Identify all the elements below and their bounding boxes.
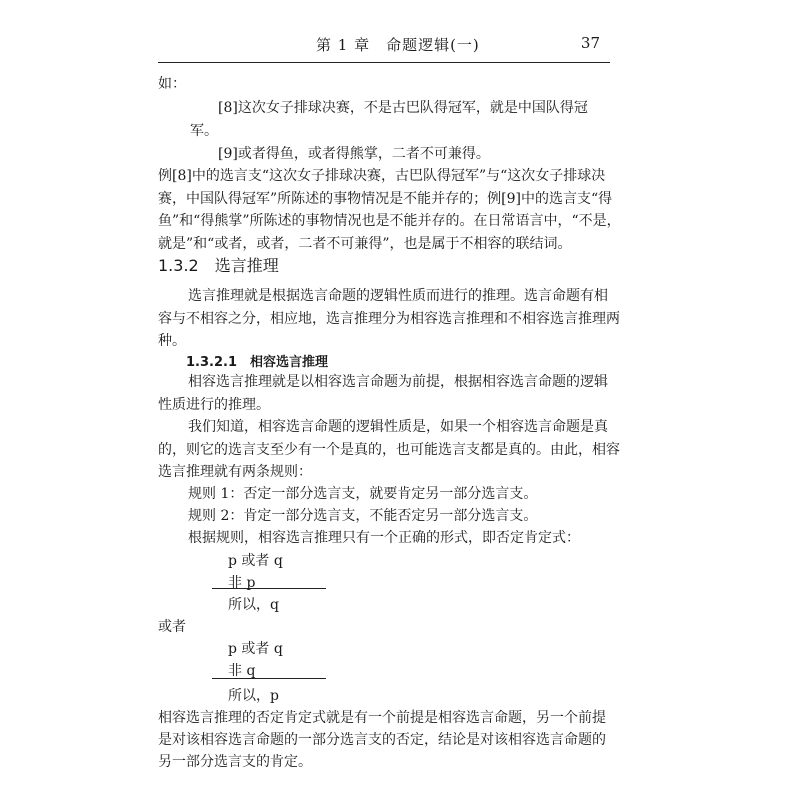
section-heading: 1.3.2 选言推理 [158, 256, 279, 275]
form-1-premise-1: p 或者 q [228, 553, 283, 569]
paragraph-1-line-1: 例[8]中的选言支“这次女子排球决赛，古巴队得冠军”与“这次女子排球决 [158, 168, 606, 184]
paragraph-4-line-1: 我们知道，相容选言命题的逻辑性质是，如果一个相容选言命题是真 [188, 419, 608, 435]
rule-2: 规则 2：肯定一部分选言支，不能否定另一部分选言支。 [188, 508, 538, 524]
page-number: 37 [580, 34, 600, 52]
paragraph-1-line-3: 鱼”和“得熊掌”所陈述的事物情况也是不能并存的。在日常语言中，“不是， [158, 213, 621, 229]
paragraph-2-line-2: 容与不相容之分，相应地，选言推理分为相容选言推理和不相容选言推理两 [158, 311, 620, 327]
form-1-conclusion: 所以，q [228, 597, 279, 613]
or-connective: 或者 [158, 619, 186, 635]
paragraph-6-line-2: 是对该相容选言命题的一部分选言支的否定，结论是对该相容选言命题的 [158, 732, 606, 748]
form-1-premise-2: 非 p [228, 575, 256, 591]
subsection-heading: 1.3.2.1 相容选言推理 [186, 355, 328, 370]
form-2-premise-2: 非 q [228, 663, 256, 679]
paragraph-6-line-1: 相容选言推理的否定肯定式就是有一个前提是相容选言命题，另一个前提 [158, 710, 606, 726]
running-header-chapter: 第 1 章 命题逻辑(一) [316, 36, 480, 54]
header-rule [158, 62, 610, 63]
example-8-line-1: [8]这次女子排球决赛，不是古巴队得冠军，就是中国队得冠 [218, 100, 588, 116]
form-2-inference-line [212, 678, 326, 679]
paragraph-3-line-1: 相容选言推理就是以相容选言命题为前提，根据相容选言命题的逻辑 [188, 374, 608, 390]
paragraph-4-line-2: 的，则它的选言支至少有一个是真的，也可能选言支都是真的。由此，相容 [158, 442, 620, 458]
paragraph-3-line-2: 性质进行的推理。 [158, 397, 270, 413]
form-2-premise-1: p 或者 q [228, 641, 283, 657]
paragraph-4-line-3: 选言推理就有两条规则： [158, 464, 312, 480]
paragraph-1-line-4: 就是”和“或者，或者，二者不可兼得”，也是属于不相容的联结词。 [158, 236, 572, 252]
paragraph-6-line-3: 另一部分选言支的肯定。 [158, 754, 312, 770]
form-2-conclusion: 所以，p [228, 688, 279, 704]
example-intro: 如： [158, 76, 186, 92]
example-9: [9]或者得鱼，或者得熊掌，二者不可兼得。 [218, 146, 490, 162]
example-8-line-2: 军。 [190, 123, 218, 139]
paragraph-1-line-2: 赛，中国队得冠军”所陈述的事物情况是不能并存的；例[9]中的选言支“得 [158, 191, 613, 207]
rule-1: 规则 1：否定一部分选言支，就要肯定另一部分选言支。 [188, 486, 538, 502]
paragraph-2-line-3: 种。 [158, 333, 186, 349]
paragraph-2-line-1: 选言推理就是根据选言命题的逻辑性质而进行的推理。选言命题有相 [188, 288, 608, 304]
form-1-inference-line [212, 588, 326, 589]
paragraph-5: 根据规则，相容选言推理只有一个正确的形式，即否定肯定式： [188, 530, 580, 546]
